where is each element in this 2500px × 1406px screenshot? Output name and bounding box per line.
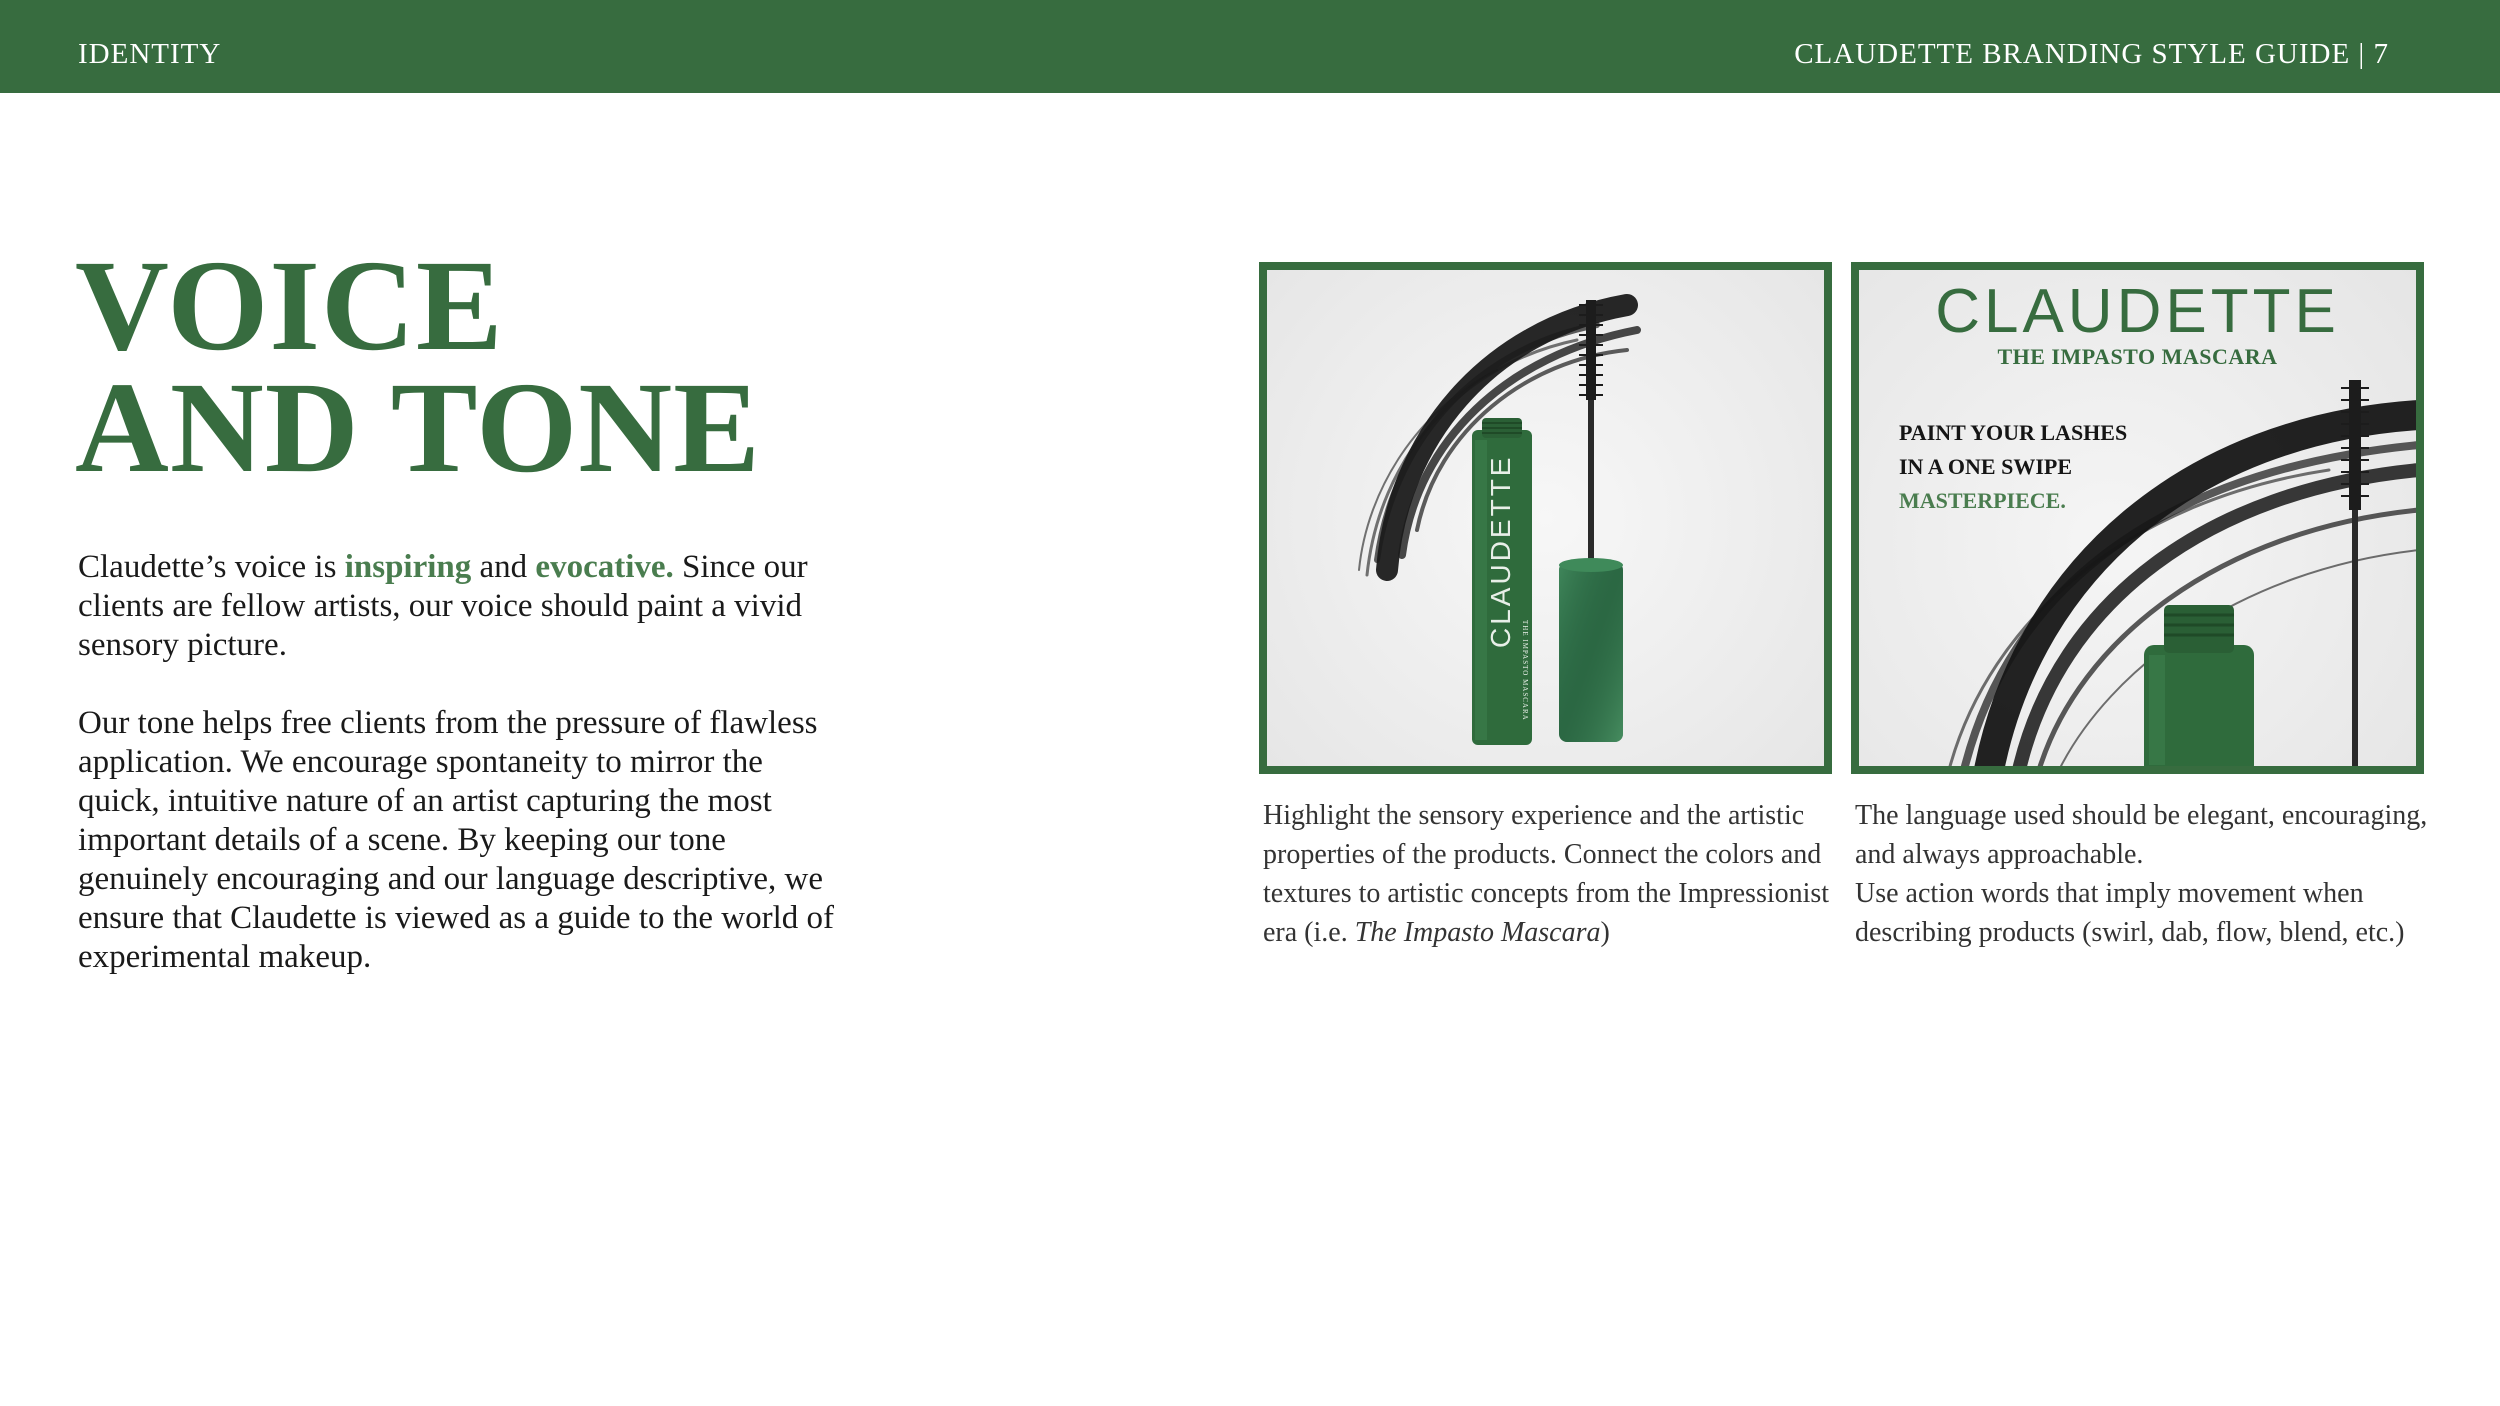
voice-text-mid: and <box>471 549 536 585</box>
ad-brand-logo: CLAUDETTE <box>1935 277 2340 346</box>
ad-tagline <box>1899 416 2127 518</box>
caption-left-italic: The Impasto Mascara <box>1354 917 1601 948</box>
voice-text-start: Claudette’s voice is <box>78 549 345 585</box>
caption-left-close: ) <box>1600 917 1610 948</box>
page-title <box>75 234 761 500</box>
mascara-illustration <box>1267 270 1824 766</box>
voice-paragraph <box>78 548 838 665</box>
tube-product-text: THE IMPASTO MASCARA <box>1521 620 1529 721</box>
guide-title-page-number: CLAUDETTE BRANDING STYLE GUIDE | 7 <box>1794 38 2389 70</box>
mascara-ad-image <box>1851 262 2424 774</box>
highlight-evocative: evocative. <box>535 549 674 585</box>
caption-right-line-2: Use action words that imply movement when describing products (swirl, dab, flow, blend, etc.) <box>1855 878 2405 948</box>
ad-tagline-line-1: PAINT YOUR LASHES <box>1899 420 2128 445</box>
ad-tagline-line-3: MASTERPIECE. <box>1899 488 2066 513</box>
caption-right-line-1: The language used should be elegant, encouraging, and always approachable. <box>1855 800 2428 870</box>
title-line-1: VOICE <box>75 234 504 378</box>
caption-left-body: Highlight the sensory experience and the artistic properties of the products. Connect the colors and textures to artistic concepts from the Impressionist era (i.e. <box>1263 800 1830 948</box>
caption-right <box>1855 796 2455 952</box>
tone-paragraph: Our tone helps free clients from the pressure of flawless application. We encourage spontaneity to mirror the quick, intuitive nature of an artist capturing the most important details of a scene. By keeping our tone genuinely encouraging and our language descriptive, we ensure that Claudette is viewed as a guide to the world of experimental makeup. <box>78 705 835 975</box>
ad-tagline-line-2: IN A ONE SWIPE <box>1899 454 2072 479</box>
voice-text-end: Since our clients are fellow artists, our voice should paint a vivid sensory picture. <box>78 549 808 663</box>
body-copy <box>78 548 838 1016</box>
tube-brand-text: CLAUDETTE <box>1485 454 1516 648</box>
highlight-inspiring: inspiring <box>344 549 472 585</box>
ad-product-name: THE IMPASTO MASCARA <box>1997 344 2278 369</box>
section-label: IDENTITY <box>78 38 222 70</box>
caption-left <box>1263 796 1843 952</box>
header-bar <box>0 0 2500 93</box>
mascara-wand <box>1588 400 1594 570</box>
mascara-product-image <box>1259 262 1832 774</box>
caption-left-text <box>1263 796 1843 952</box>
title-line-2: AND TONE <box>75 356 761 500</box>
ad-mascara-wand <box>2352 510 2358 766</box>
